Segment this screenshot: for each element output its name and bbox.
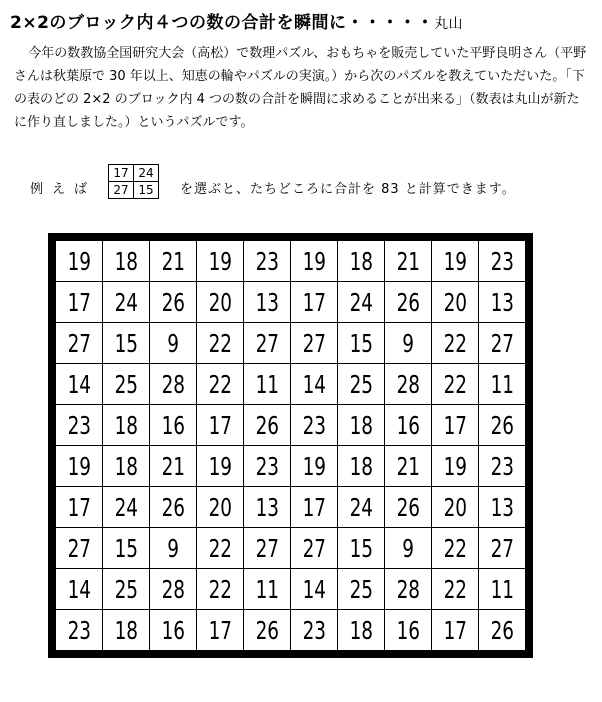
grid-row <box>56 323 526 364</box>
grid-cell-value: 22 <box>208 369 232 399</box>
grid-cell-value: 23 <box>302 615 326 645</box>
grid-cell-value: 13 <box>490 492 514 522</box>
grid-cell-value: 13 <box>255 287 279 317</box>
grid-cell <box>103 528 150 569</box>
grid-cell <box>244 569 291 610</box>
grid-cell <box>197 610 244 651</box>
grid-cell <box>432 405 479 446</box>
grid-cell-value: 28 <box>396 574 420 604</box>
grid-cell <box>56 487 103 528</box>
grid-cell-value: 24 <box>114 492 138 522</box>
grid-cell <box>432 241 479 282</box>
grid-cell-value: 18 <box>349 410 373 440</box>
grid-cell <box>291 282 338 323</box>
grid-cell <box>385 405 432 446</box>
grid-cell <box>291 487 338 528</box>
grid-cell-value: 16 <box>396 615 420 645</box>
grid-row <box>56 487 526 528</box>
grid-cell <box>479 446 526 487</box>
grid-cell <box>338 323 385 364</box>
grid-cell <box>56 405 103 446</box>
grid-cell <box>103 610 150 651</box>
grid-cell <box>244 323 291 364</box>
grid-cell <box>479 282 526 323</box>
grid-cell-value: 25 <box>349 369 373 399</box>
grid-cell <box>244 487 291 528</box>
grid-cell <box>103 241 150 282</box>
grid-cell-value: 26 <box>255 410 279 440</box>
grid-cell-value: 11 <box>490 369 514 399</box>
grid-cell <box>338 446 385 487</box>
grid-cell-value: 26 <box>490 615 514 645</box>
grid-row <box>56 241 526 282</box>
grid-cell-value: 15 <box>114 533 138 563</box>
grid-cell <box>150 569 197 610</box>
grid-cell-value: 11 <box>490 574 514 604</box>
grid-cell-value: 18 <box>349 451 373 481</box>
example-cell: 17 <box>109 165 134 182</box>
grid-cell-value: 27 <box>255 533 279 563</box>
grid-cell <box>385 364 432 405</box>
grid-cell-value: 27 <box>67 533 91 563</box>
example-label: 例えば <box>30 182 97 197</box>
grid-cell <box>291 241 338 282</box>
grid-cell <box>432 282 479 323</box>
example-cell: 24 <box>134 165 159 182</box>
grid-cell-value: 23 <box>255 451 279 481</box>
grid-cell <box>338 610 385 651</box>
grid-cell-value: 23 <box>255 246 279 276</box>
grid-cell-value: 22 <box>443 574 467 604</box>
grid-cell <box>479 528 526 569</box>
grid-cell <box>479 323 526 364</box>
grid-cell-value: 27 <box>67 328 91 358</box>
grid-cell-value: 23 <box>67 615 91 645</box>
grid-cell <box>385 282 432 323</box>
grid-cell <box>385 487 432 528</box>
grid-cell-value: 24 <box>349 492 373 522</box>
grid-cell-value: 20 <box>443 287 467 317</box>
grid-cell <box>338 364 385 405</box>
grid-cell <box>291 364 338 405</box>
grid-cell <box>197 282 244 323</box>
grid-cell-value: 21 <box>396 451 420 481</box>
grid-cell <box>432 528 479 569</box>
grid-cell-value: 16 <box>161 410 185 440</box>
author-name: 丸山 <box>434 16 464 32</box>
grid-cell <box>56 528 103 569</box>
grid-cell <box>150 487 197 528</box>
grid-cell <box>385 323 432 364</box>
grid-cell <box>291 405 338 446</box>
grid-cell <box>103 364 150 405</box>
grid-cell-value: 28 <box>161 574 185 604</box>
grid-cell <box>56 446 103 487</box>
grid-cell-value: 19 <box>208 246 232 276</box>
grid-row <box>56 528 526 569</box>
grid-cell-value: 27 <box>490 328 514 358</box>
grid-cell <box>103 323 150 364</box>
grid-cell-value: 22 <box>443 328 467 358</box>
grid-cell-value: 19 <box>208 451 232 481</box>
grid-cell <box>150 405 197 446</box>
grid-cell <box>103 446 150 487</box>
grid-row <box>56 364 526 405</box>
grid-cell-value: 17 <box>67 492 91 522</box>
example-cell: 27 <box>109 182 134 199</box>
grid-cell-value: 24 <box>114 287 138 317</box>
grid-cell <box>479 241 526 282</box>
grid-cell <box>338 405 385 446</box>
grid-cell <box>150 528 197 569</box>
example-cell: 15 <box>134 182 159 199</box>
grid-cell <box>244 528 291 569</box>
grid-row <box>56 405 526 446</box>
grid-cell <box>150 610 197 651</box>
grid-cell-value: 19 <box>302 451 326 481</box>
grid-cell-value: 21 <box>161 451 185 481</box>
grid-cell <box>338 528 385 569</box>
grid-cell <box>103 282 150 323</box>
grid-row <box>56 569 526 610</box>
grid-cell-value: 17 <box>443 615 467 645</box>
grid-cell-value: 27 <box>302 328 326 358</box>
grid-cell-value: 26 <box>396 492 420 522</box>
grid-cell <box>197 405 244 446</box>
grid-cell-value: 11 <box>255 574 279 604</box>
grid-cell-value: 19 <box>443 451 467 481</box>
grid-cell <box>338 569 385 610</box>
grid-cell <box>385 610 432 651</box>
grid-cell <box>244 446 291 487</box>
grid-cell-value: 19 <box>67 246 91 276</box>
grid-cell <box>479 405 526 446</box>
grid-cell-value: 27 <box>302 533 326 563</box>
grid-cell <box>56 610 103 651</box>
grid-cell-value: 22 <box>443 533 467 563</box>
grid-cell <box>56 282 103 323</box>
grid-cell-value: 19 <box>67 451 91 481</box>
grid-cell-value: 18 <box>114 246 138 276</box>
grid-cell-value: 9 <box>402 533 414 563</box>
grid-cell-value: 25 <box>349 574 373 604</box>
number-grid-frame <box>48 233 533 658</box>
grid-cell <box>56 323 103 364</box>
grid-cell-value: 16 <box>161 615 185 645</box>
grid-cell-value: 22 <box>208 574 232 604</box>
grid-cell <box>244 241 291 282</box>
grid-cell <box>338 282 385 323</box>
grid-cell-value: 13 <box>255 492 279 522</box>
grid-cell <box>244 610 291 651</box>
grid-cell-value: 20 <box>208 492 232 522</box>
grid-cell <box>150 446 197 487</box>
grid-cell <box>197 241 244 282</box>
grid-cell-value: 14 <box>302 574 326 604</box>
grid-cell-value: 14 <box>67 574 91 604</box>
grid-cell <box>479 487 526 528</box>
grid-cell <box>432 323 479 364</box>
grid-cell-value: 25 <box>114 574 138 604</box>
grid-cell-value: 21 <box>161 246 185 276</box>
grid-cell <box>244 282 291 323</box>
grid-cell <box>479 610 526 651</box>
grid-cell <box>103 569 150 610</box>
grid-cell <box>479 569 526 610</box>
grid-cell <box>385 241 432 282</box>
grid-cell-value: 11 <box>255 369 279 399</box>
grid-cell <box>197 364 244 405</box>
grid-cell <box>291 528 338 569</box>
grid-cell <box>432 569 479 610</box>
grid-cell-value: 24 <box>349 287 373 317</box>
grid-cell-value: 27 <box>490 533 514 563</box>
grid-row <box>56 282 526 323</box>
grid-cell-value: 14 <box>67 369 91 399</box>
grid-cell <box>197 323 244 364</box>
grid-cell-value: 17 <box>208 410 232 440</box>
grid-cell-value: 18 <box>349 246 373 276</box>
grid-cell <box>150 323 197 364</box>
grid-cell-value: 23 <box>302 410 326 440</box>
grid-cell-value: 19 <box>443 246 467 276</box>
grid-cell-value: 23 <box>67 410 91 440</box>
grid-cell <box>103 405 150 446</box>
grid-cell-value: 22 <box>208 328 232 358</box>
grid-cell <box>385 446 432 487</box>
grid-cell-value: 18 <box>114 410 138 440</box>
grid-cell <box>197 569 244 610</box>
grid-cell-value: 22 <box>443 369 467 399</box>
grid-cell <box>197 446 244 487</box>
grid-cell <box>291 446 338 487</box>
grid-cell <box>432 364 479 405</box>
grid-row <box>56 446 526 487</box>
grid-cell-value: 20 <box>208 287 232 317</box>
grid-cell-value: 17 <box>302 287 326 317</box>
grid-cell-value: 23 <box>490 246 514 276</box>
grid-cell-value: 17 <box>67 287 91 317</box>
grid-cell-value: 19 <box>302 246 326 276</box>
number-grid <box>55 240 526 651</box>
grid-cell-value: 26 <box>255 615 279 645</box>
grid-cell-value: 13 <box>490 287 514 317</box>
grid-cell-value: 18 <box>114 451 138 481</box>
example-text: を選ぶと、たちどころに合計を 83 と計算できます。 <box>180 182 516 197</box>
grid-cell-value: 9 <box>402 328 414 358</box>
grid-cell <box>432 446 479 487</box>
grid-cell-value: 25 <box>114 369 138 399</box>
grid-cell <box>150 241 197 282</box>
title-text: 2×2のブロック内４つの数の合計を瞬間に・・・・・ <box>10 13 435 33</box>
grid-cell-value: 17 <box>443 410 467 440</box>
grid-cell-value: 23 <box>490 451 514 481</box>
grid-cell-value: 18 <box>114 615 138 645</box>
grid-cell-value: 26 <box>161 492 185 522</box>
grid-cell-value: 15 <box>114 328 138 358</box>
grid-cell-value: 26 <box>396 287 420 317</box>
grid-cell-value: 14 <box>302 369 326 399</box>
grid-cell <box>56 569 103 610</box>
grid-cell <box>385 528 432 569</box>
grid-cell <box>56 364 103 405</box>
grid-cell-value: 16 <box>396 410 420 440</box>
grid-row <box>56 610 526 651</box>
grid-cell-value: 9 <box>167 533 179 563</box>
grid-cell-value: 18 <box>349 615 373 645</box>
grid-cell <box>150 364 197 405</box>
grid-cell-value: 15 <box>349 328 373 358</box>
grid-cell <box>338 241 385 282</box>
grid-cell <box>244 405 291 446</box>
grid-cell <box>103 487 150 528</box>
grid-cell <box>197 528 244 569</box>
grid-cell <box>197 487 244 528</box>
grid-cell-value: 26 <box>490 410 514 440</box>
grid-cell-value: 22 <box>208 533 232 563</box>
grid-cell-value: 17 <box>208 615 232 645</box>
page-title <box>10 8 590 33</box>
grid-cell-value: 28 <box>396 369 420 399</box>
grid-cell <box>432 610 479 651</box>
intro-paragraph: 今年の数教協全国研究大会（高松）で数理パズル、おもちゃを販売していた平野良明さん（平野さんは秋葉原で 30 年以上、知恵の輪やパズルの実演。）から次のパズルを教えていただいた。「下の表のどの 2×2 のブロック内 4 つの数の合計を瞬間に求めることが出来る」（数表は丸山が新たに作り直しました。）というパズルです。 <box>14 46 587 130</box>
grid-cell-value: 20 <box>443 492 467 522</box>
grid-cell <box>338 487 385 528</box>
grid-cell <box>150 282 197 323</box>
grid-cell <box>291 610 338 651</box>
grid-cell <box>244 364 291 405</box>
grid-cell <box>385 569 432 610</box>
grid-cell-value: 26 <box>161 287 185 317</box>
grid-cell-value: 27 <box>255 328 279 358</box>
grid-cell <box>56 241 103 282</box>
grid-cell-value: 21 <box>396 246 420 276</box>
grid-cell-value: 9 <box>167 328 179 358</box>
grid-cell-value: 28 <box>161 369 185 399</box>
grid-cell-value: 17 <box>302 492 326 522</box>
example-block <box>108 164 159 199</box>
grid-cell <box>479 364 526 405</box>
grid-cell <box>432 487 479 528</box>
grid-cell-value: 15 <box>349 533 373 563</box>
grid-cell <box>291 569 338 610</box>
grid-cell <box>291 323 338 364</box>
